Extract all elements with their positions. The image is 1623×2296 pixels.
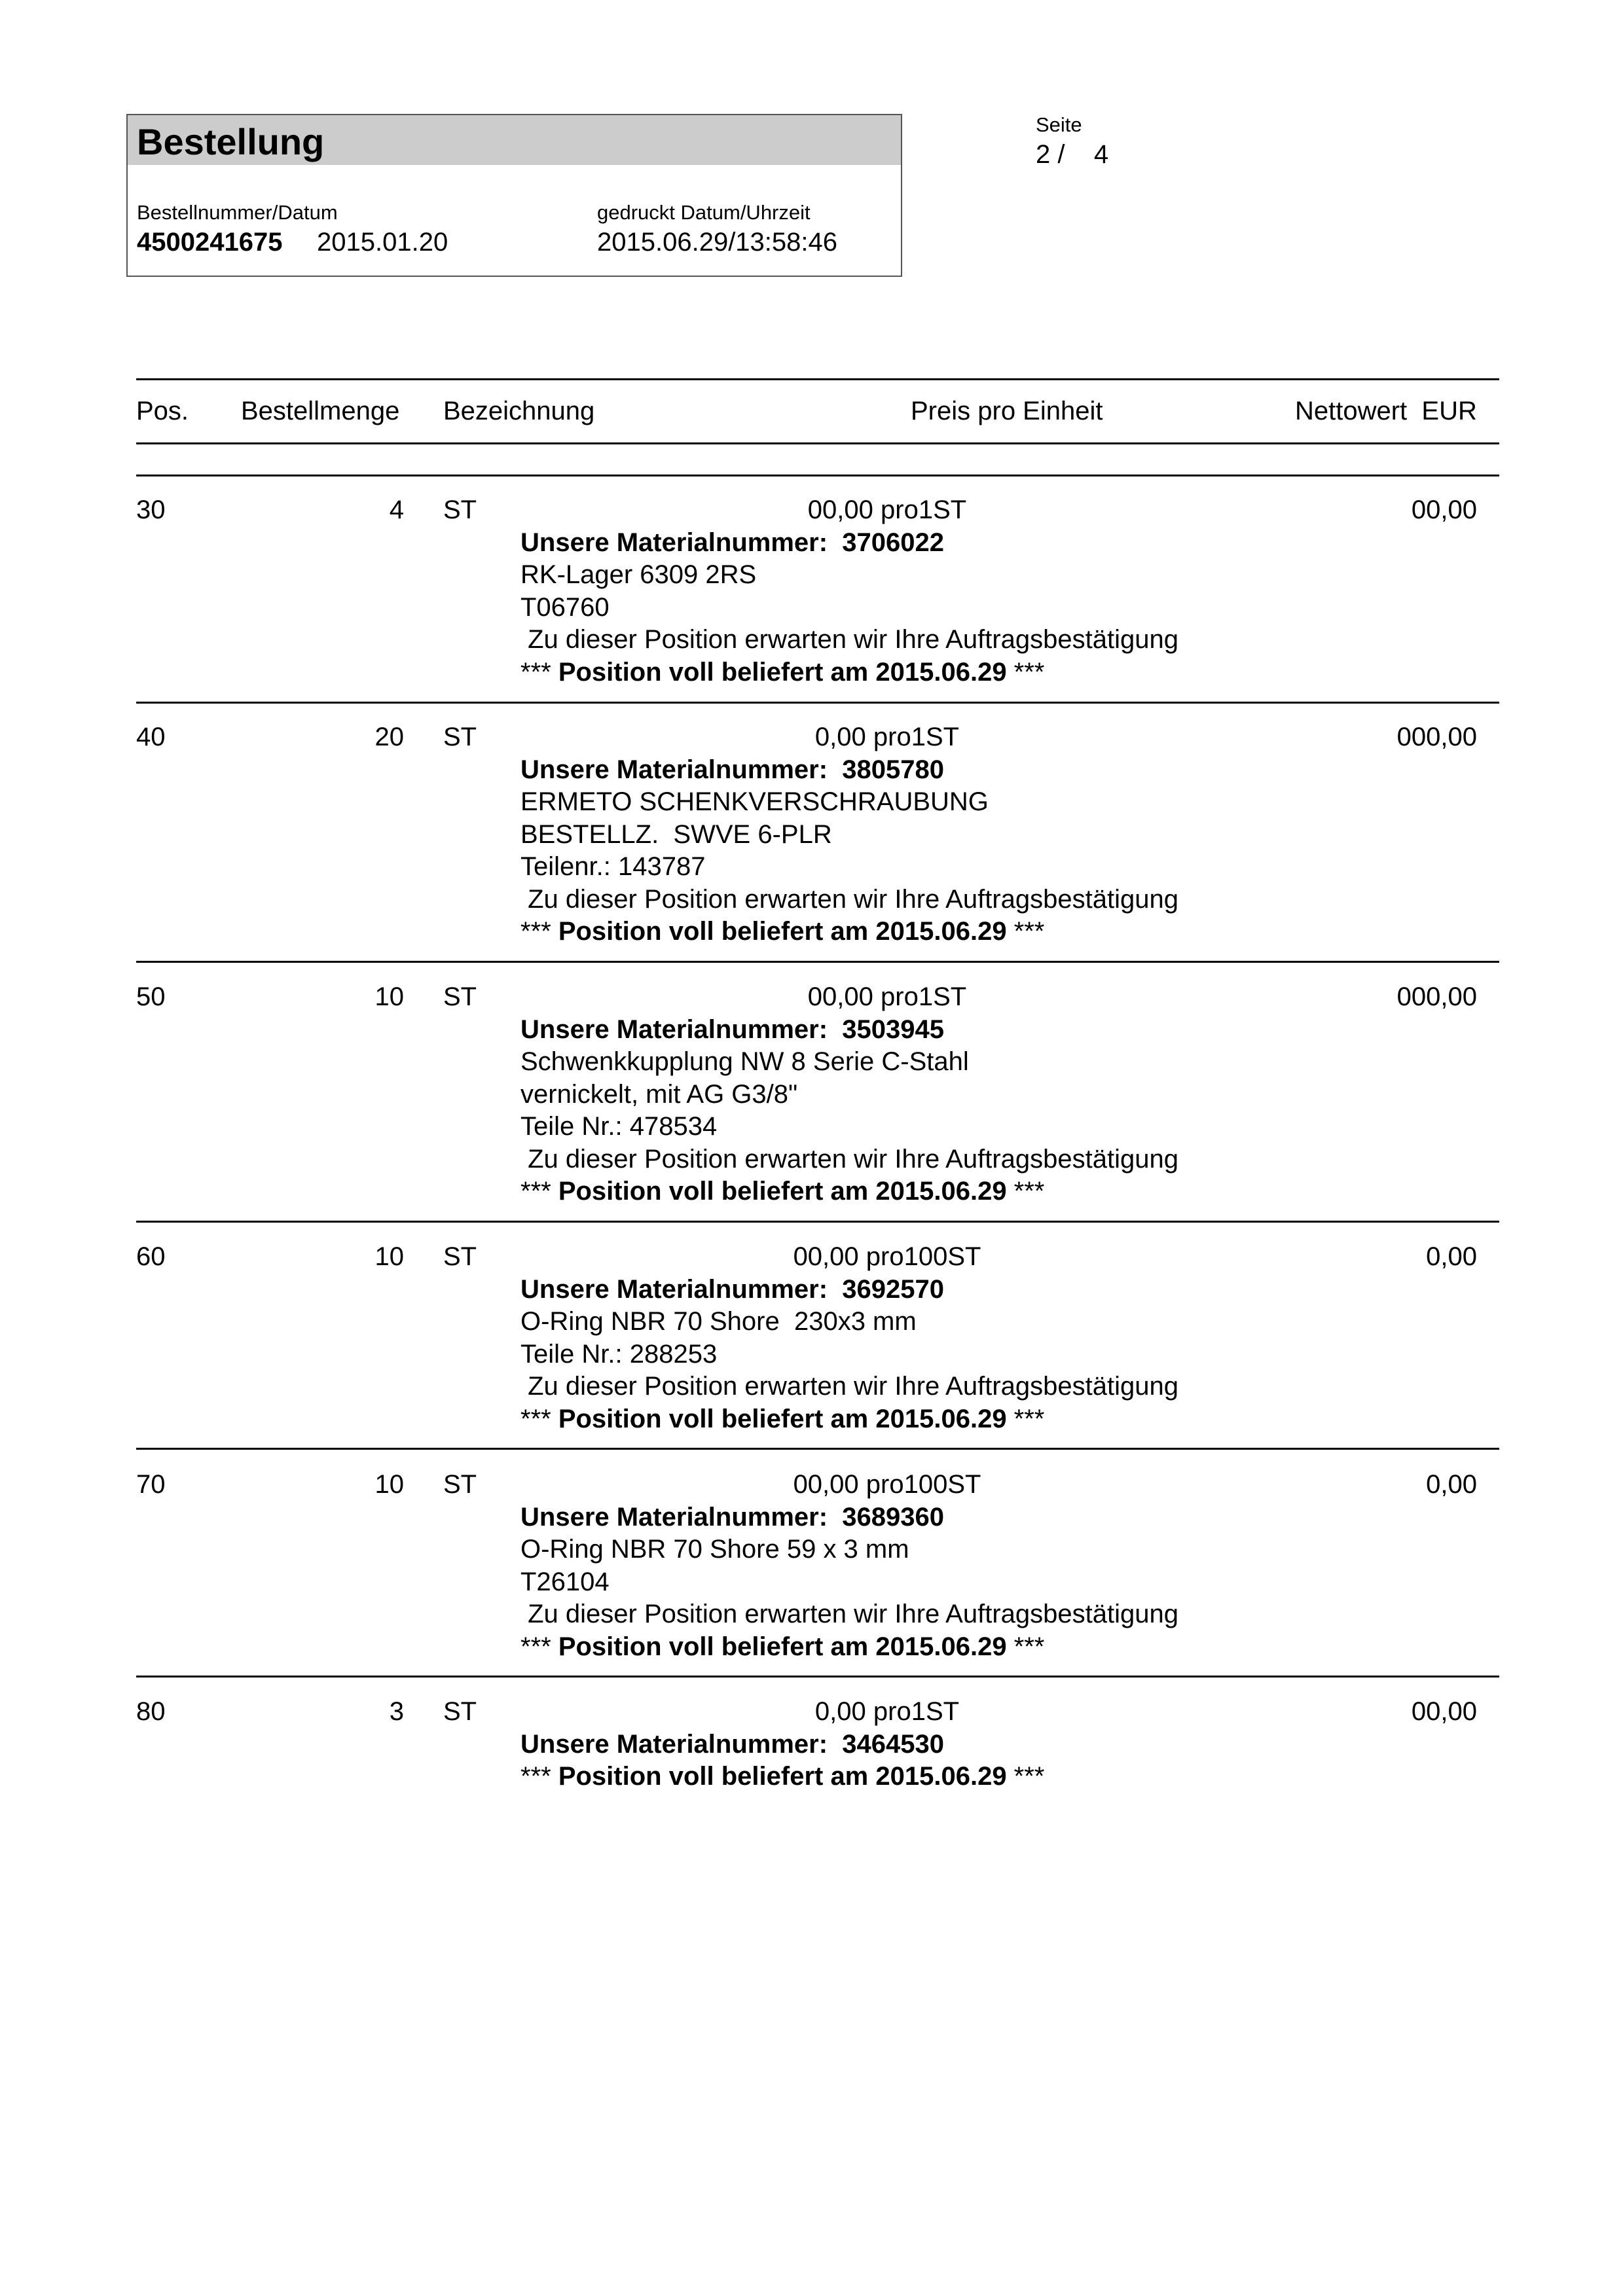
item-description-line: ERMETO SCHENKVERSCHRAUBUNG (520, 787, 989, 816)
status-prefix: *** (520, 1177, 558, 1206)
column-header-bottom-rule (136, 442, 1499, 444)
item-quantity: 20 (374, 723, 404, 751)
item-separator-rule (136, 1221, 1499, 1223)
item-material-number: Unsere Materialnummer: 3464530 (520, 1729, 944, 1759)
column-header-pos: Pos. (136, 397, 189, 425)
item-description-line: Teilenr.: 143787 (520, 852, 706, 881)
item-unit: ST (443, 723, 477, 751)
item-material-number: Unsere Materialnummer: 3692570 (520, 1274, 944, 1304)
page-number: 2 / 4 (1036, 140, 1109, 169)
column-header-net-value: Nettowert EUR (1295, 397, 1477, 425)
status-suffix: *** (1006, 1177, 1045, 1206)
item-quantity: 4 (389, 495, 404, 524)
item-unit-price: 00,00 pro100ST (793, 1242, 981, 1271)
status-text: Position voll beliefert am 2015.06.29 (558, 1177, 1007, 1206)
item-separator-rule (136, 1676, 1499, 1677)
item-separator-rule (136, 1448, 1499, 1450)
item-position: 60 (136, 1242, 166, 1271)
column-header-unit-price: Preis pro Einheit (911, 397, 1103, 425)
status-prefix: *** (520, 1762, 558, 1791)
printed-datetime: 2015.06.29/13:58:46 (597, 228, 838, 257)
item-delivery-status (520, 915, 1044, 948)
item-description-line: Schwenkkupplung NW 8 Serie C-Stahl (520, 1047, 969, 1076)
status-text: Position voll beliefert am 2015.06.29 (558, 1404, 1007, 1433)
item-separator-rule (136, 961, 1499, 963)
item-description-line: Zu dieser Position erwarten wir Ihre Auftragsbestätigung (520, 1372, 1178, 1401)
status-suffix: *** (1006, 657, 1045, 687)
items-start-rule (136, 475, 1499, 476)
item-description-line: Zu dieser Position erwarten wir Ihre Auftragsbestätigung (520, 625, 1178, 654)
item-quantity: 10 (374, 1242, 404, 1271)
status-prefix: *** (520, 1632, 558, 1661)
item-position: 30 (136, 495, 166, 524)
item-description-line: BESTELLZ. SWVE 6-PLR (520, 819, 832, 849)
item-unit-price: 0,00 pro1ST (814, 723, 960, 751)
item-description-line: Teile Nr.: 288253 (520, 1339, 718, 1369)
item-description-line: Zu dieser Position erwarten wir Ihre Auftragsbestätigung (520, 1144, 1178, 1174)
item-net-value: 00,00 (1411, 1697, 1477, 1726)
status-text: Position voll beliefert am 2015.06.29 (558, 657, 1007, 687)
item-quantity: 3 (389, 1697, 404, 1726)
status-prefix: *** (520, 1404, 558, 1433)
item-unit-price: 00,00 pro100ST (793, 1470, 981, 1499)
status-prefix: *** (520, 657, 558, 687)
item-description-line: vernickelt, mit AG G3/8" (520, 1079, 798, 1109)
column-header-description: Bezeichnung (443, 397, 595, 425)
item-description-line: O-Ring NBR 70 Shore 59 x 3 mm (520, 1535, 909, 1564)
item-delivery-status (520, 1175, 1044, 1208)
status-text: Position voll beliefert am 2015.06.29 (558, 1632, 1007, 1661)
item-delivery-status (520, 656, 1044, 689)
order-date: 2015.01.20 (317, 228, 448, 257)
item-description-line: Zu dieser Position erwarten wir Ihre Auftragsbestätigung (520, 884, 1178, 914)
printed-label: gedruckt Datum/Uhrzeit (597, 201, 811, 224)
item-quantity: 10 (374, 1470, 404, 1499)
item-material-number: Unsere Materialnummer: 3805780 (520, 755, 944, 784)
item-net-value: 000,00 (1396, 723, 1477, 751)
item-unit-price: 00,00 pro1ST (807, 982, 967, 1011)
item-description-line: Teile Nr.: 478534 (520, 1112, 718, 1141)
item-description-line: O-Ring NBR 70 Shore 230x3 mm (520, 1307, 917, 1336)
status-suffix: *** (1006, 1762, 1045, 1791)
page-label: Seite (1036, 113, 1082, 136)
item-description-line: Zu dieser Position erwarten wir Ihre Auftragsbestätigung (520, 1600, 1178, 1628)
item-material-number: Unsere Materialnummer: 3706022 (520, 528, 944, 557)
item-description-line: RK-Lager 6309 2RS (520, 560, 757, 589)
item-position: 80 (136, 1697, 166, 1726)
item-position: 70 (136, 1470, 166, 1499)
item-material-number: Unsere Materialnummer: 3503945 (520, 1014, 944, 1044)
item-quantity: 10 (374, 982, 404, 1011)
item-unit: ST (443, 982, 477, 1011)
item-unit-price: 00,00 pro1ST (807, 495, 967, 524)
item-unit: ST (443, 1242, 477, 1271)
status-suffix: *** (1006, 917, 1045, 946)
item-net-value: 0,00 (1426, 1470, 1477, 1499)
order-number-label: Bestellnummer/Datum (137, 201, 338, 224)
item-net-value: 00,00 (1411, 495, 1477, 524)
item-description-line: T26104 (520, 1567, 610, 1596)
item-separator-rule (136, 702, 1499, 704)
status-text: Position voll beliefert am 2015.06.29 (558, 1762, 1007, 1791)
status-text: Position voll beliefert am 2015.06.29 (558, 917, 1007, 946)
status-suffix: *** (1006, 1632, 1045, 1661)
column-header-quantity: Bestellmenge (241, 397, 400, 425)
item-material-number: Unsere Materialnummer: 3689360 (520, 1502, 944, 1532)
item-unit: ST (443, 495, 477, 524)
item-net-value: 000,00 (1396, 982, 1477, 1011)
order-number: 4500241675 (137, 228, 283, 257)
item-position: 40 (136, 723, 166, 751)
item-unit: ST (443, 1470, 477, 1499)
item-delivery-status (520, 1760, 1044, 1793)
item-net-value: 0,00 (1426, 1242, 1477, 1271)
item-unit: ST (443, 1697, 477, 1726)
item-unit-price: 0,00 pro1ST (814, 1697, 960, 1726)
status-suffix: *** (1006, 1404, 1045, 1433)
item-delivery-status (520, 1403, 1044, 1435)
column-header-top-rule (136, 378, 1499, 380)
item-position: 50 (136, 982, 166, 1011)
item-description-line: T06760 (520, 592, 610, 622)
item-delivery-status (520, 1630, 1044, 1663)
document-title: Bestellung (137, 121, 325, 162)
order-header-box (126, 114, 902, 277)
status-prefix: *** (520, 917, 558, 946)
